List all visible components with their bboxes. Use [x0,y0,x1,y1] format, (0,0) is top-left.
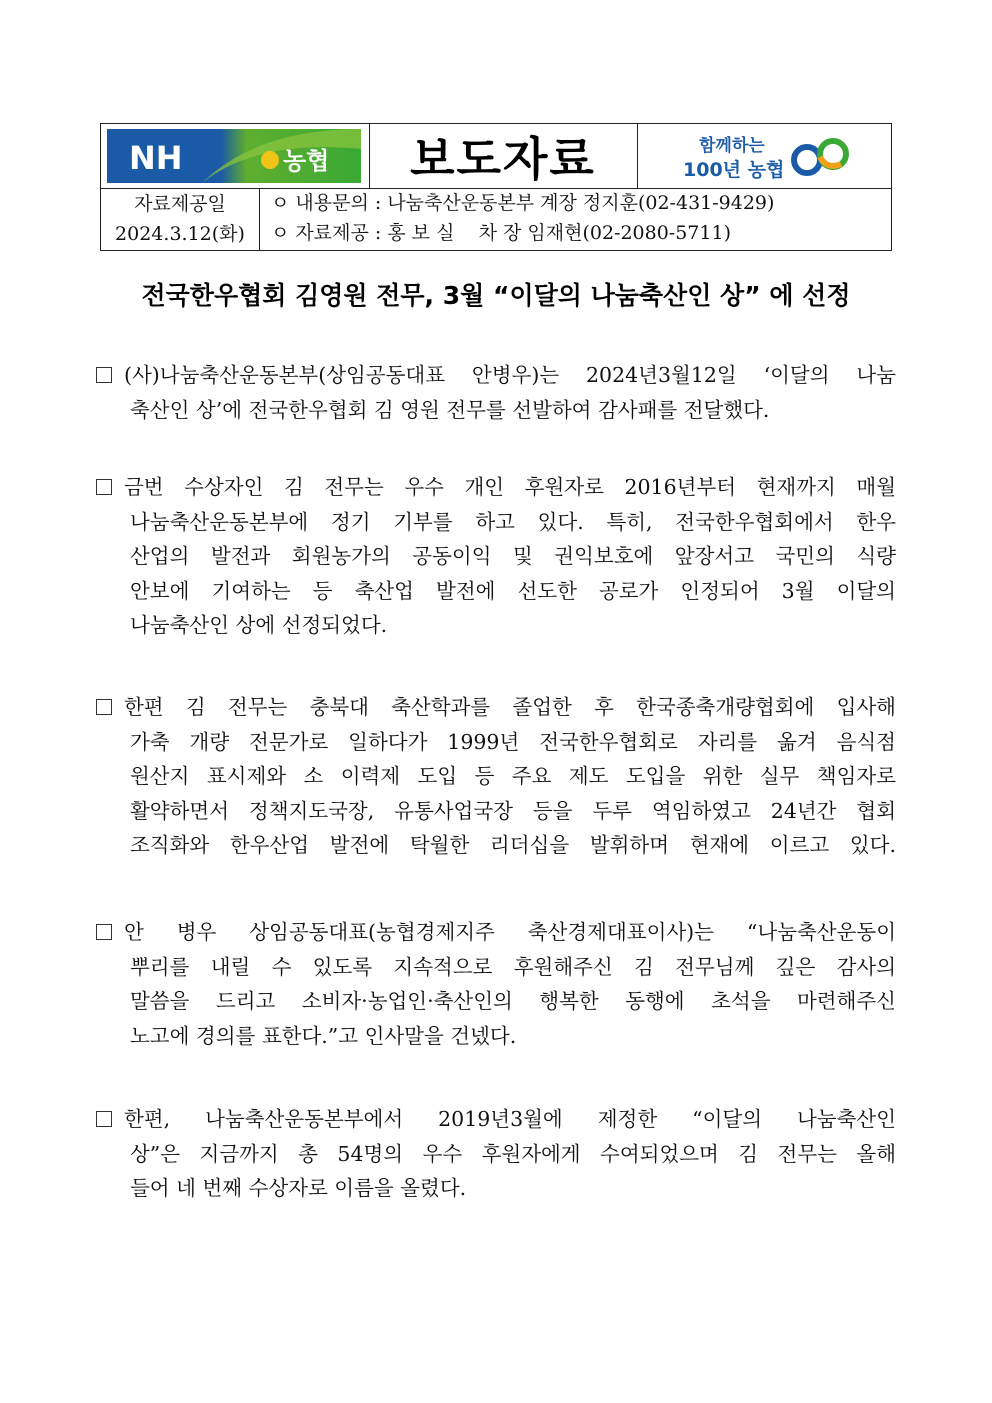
paragraph-line: 들어 네 번째 수상자로 이름을 올렸다. [130,1176,467,1200]
paragraph-line: 안 병우 상임공동대표(농협경제지주 축산경제대표이사)는 “나눔축산운동이 [96,915,896,950]
slogan-logo [637,124,891,188]
paragraph-line: 원산지 표시제와 소 이력제 도입 등 주요 제도 도입을 위한 실무 책임자로 [130,764,896,788]
logo-cell [101,124,370,188]
paragraph-2 [96,470,896,643]
date-cell [101,188,260,250]
header-row-bottom [101,188,891,250]
paragraph-line: 활약하면서 정책지도국장, 유통사업국장 등을 두루 역임하였고 24년간 협회 [130,798,896,823]
paragraph-3 [96,690,896,863]
paragraph-line: 나눔축산운동본부에 정기 기부를 하고 있다. 특히, 전국한우협회에서 한우 [130,509,896,534]
nonghyup-logo-text: 농협 [283,147,330,175]
contact-provider: ㅇ 자료제공 : 홍 보 실 차 장 임재현(02-2080-5711) [271,222,731,244]
paragraph-line: 산업의 발전과 회원농가의 공동이익 및 권익보호에 앞장서고 국민의 식량 [130,544,896,568]
nh-logo-text: NH [129,139,183,177]
paragraph-4 [96,915,896,1053]
paragraph-line: (사)나눔축산운동본부(상임공동대표 안병우)는 2024년3월12일 ‘이달의 나눔 [96,358,896,393]
paragraph-line: 노고에 경의를 표한다.”고 인사말을 건넸다. [130,1023,517,1048]
contact-cell [259,188,891,250]
paragraph-line: 뿌리를 내릴 수 있도록 지속적으로 후원해주신 김 전무님께 깊은 감사의 [130,954,896,979]
header-row-top [101,124,891,189]
paragraph-line: 나눔축산인 상에 선정되었다. [130,613,388,637]
checkbox-bullet-icon [96,479,112,495]
paragraph-line: 축산인 상’에 전국한우협회 김 영원 전무를 선발하여 감사패를 전달했다. [130,397,770,422]
checkbox-bullet-icon [96,924,112,940]
slogan-cell [637,124,891,188]
slogan-line1: 함께하는 [699,136,765,156]
header-table [100,123,892,251]
checkbox-bullet-icon [96,367,112,383]
nh-logo [107,129,361,183]
paragraph-line: 가축 개량 전문가로 일하다가 1999년 전국한우협회로 자리를 옮겨 음식점 [130,729,896,754]
paragraph-line: 안보에 기여하는 등 축산업 발전에 선도한 공로가 인정되어 3월 이달의 [130,578,896,603]
press-release-title: 보도자료 [410,132,596,186]
contact-inquiry: ㅇ 내용문의 : 나눔축산운동본부 계장 정지훈(02-431-9429) [271,192,775,214]
date-label: 자료제공일 [134,193,226,215]
paragraph-line: 한편 김 전무는 충북대 축산학과를 졸업한 후 한국종축개량협회에 입사해 [96,690,896,725]
infinity-icon [794,141,846,173]
paragraph-5 [96,1102,896,1206]
paragraph-line: 한편, 나눔축산운동본부에서 2019년3월에 제정한 “이달의 나눔축산인 [96,1102,896,1137]
paragraph-line: 상”은 지금까지 총 54명의 우수 후원자에게 수여되었으며 김 전무는 올해 [130,1141,896,1166]
headline: 전국한우협회 김영원 전무, 3월 “이달의 나눔축산인 상” 에 선정 [141,281,851,310]
paragraph-line: 조직화와 한우산업 발전에 탁월한 리더십을 발휘하며 현재에 이르고 있다. [130,833,896,857]
date-value: 2024.3.12(화) [115,223,245,245]
title-cell [369,124,638,188]
nonghyup-emblem-icon [261,151,279,169]
checkbox-bullet-icon [96,699,112,715]
paragraph-1 [96,358,896,427]
paragraph-line: 금번 수상자인 김 전무는 우수 개인 후원자로 2016년부터 현재까지 매월 [96,470,896,505]
checkbox-bullet-icon [96,1111,112,1127]
slogan-line2: 100년 농협 [683,159,785,181]
paragraph-line: 말씀을 드리고 소비자·농업인·축산인의 행복한 동행에 초석을 마련해주신 [130,989,896,1013]
